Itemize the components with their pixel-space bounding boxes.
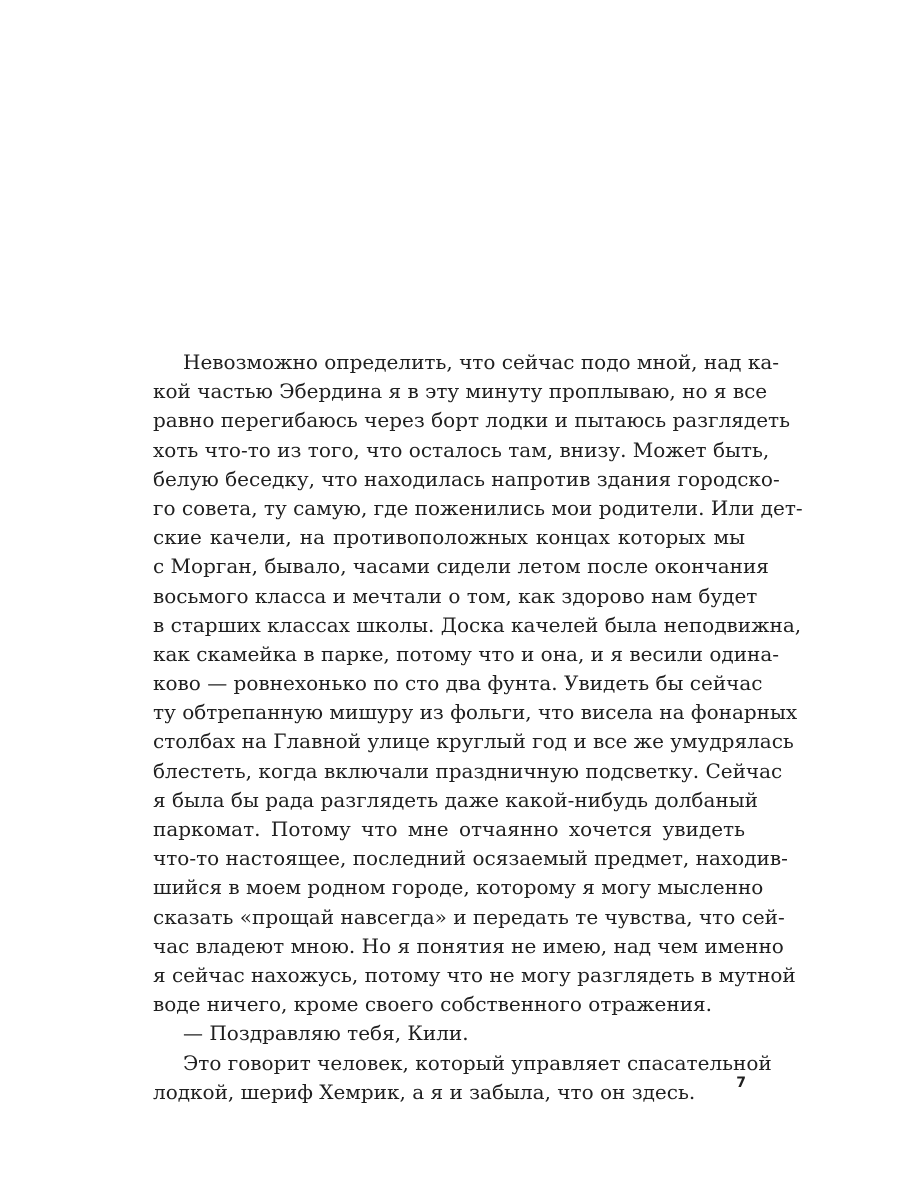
text-line: воде ничего, кроме своего собственного отражения. [153,992,712,1017]
text-line: го совета, ту самую, где поженились мои родители. Или дет- [153,495,803,520]
text-line: белую беседку, что находилась напротив здания городско- [153,466,780,491]
text-line: лодкой, шериф Хемрик, а я и забыла, что он здесь. [153,1079,696,1104]
text-line: хоть что-то из того, что осталось там, внизу. Может быть, [153,437,770,462]
text-line: Невозможно определить, что сейчас подо мной, над ка- [183,350,779,374]
text-line: час владеют мною. Но я понятия не имею, над чем именно [153,933,784,958]
text-line: ково — ровнехонько по сто два фунта. Увидеть бы сейчас [153,671,763,696]
text-line: с Морган, бывало, часами сидели летом после окончания [153,554,769,579]
text-line: как скамейка в парке, потому что и она, и я весили одина- [153,641,780,666]
text-line: кой частью Эбердина я в эту минуту проплываю, но я все [153,379,768,404]
dialogue-line: — Поздравляю тебя, Кили. [183,1021,469,1046]
text-line: в старших классах школы. Доска качелей была неподвижна, [153,612,802,637]
text-line: я была бы рада разглядеть даже какой-нибудь долбаный [153,787,758,812]
text-line: ские качели, на противоположных концах которых мы [153,525,745,550]
paragraph-3 [153,1049,772,1107]
text-line: восьмого класса и мечтали о том, как здорово нам будет [153,583,758,608]
text-line: столбах на Главной улице круглый год и все же умудрялась [153,729,794,754]
text-line: я сейчас нахожусь, потому что не могу разглядеть в мутной [153,962,796,987]
text-line: блестеть, когда включали праздничную подсветку. Сейчас [153,758,783,783]
text-line: сказать «прощай навсегда» и передать те чувства, что сей- [153,904,785,929]
text-line: ту обтрепанную мишуру из фольги, что висела на фонарных [153,700,798,725]
text-line: паркомат. Потому что мне отчаянно хочется увидеть [153,817,745,841]
text-line: шийся в моем родном городе, которому я могу мысленно [153,875,764,900]
text-line: Это говорит человек, который управляет спасательной [183,1050,772,1075]
paragraph-2 [153,1019,745,1048]
text-line: что-то настоящее, последний осязаемый предмет, находив- [153,846,788,871]
page-number: 7 [736,1075,746,1091]
paragraph-1 [153,348,803,1019]
body-text [153,348,803,1107]
text-line: равно перегибаюсь через борт лодки и пытаюсь разглядеть [153,408,790,433]
